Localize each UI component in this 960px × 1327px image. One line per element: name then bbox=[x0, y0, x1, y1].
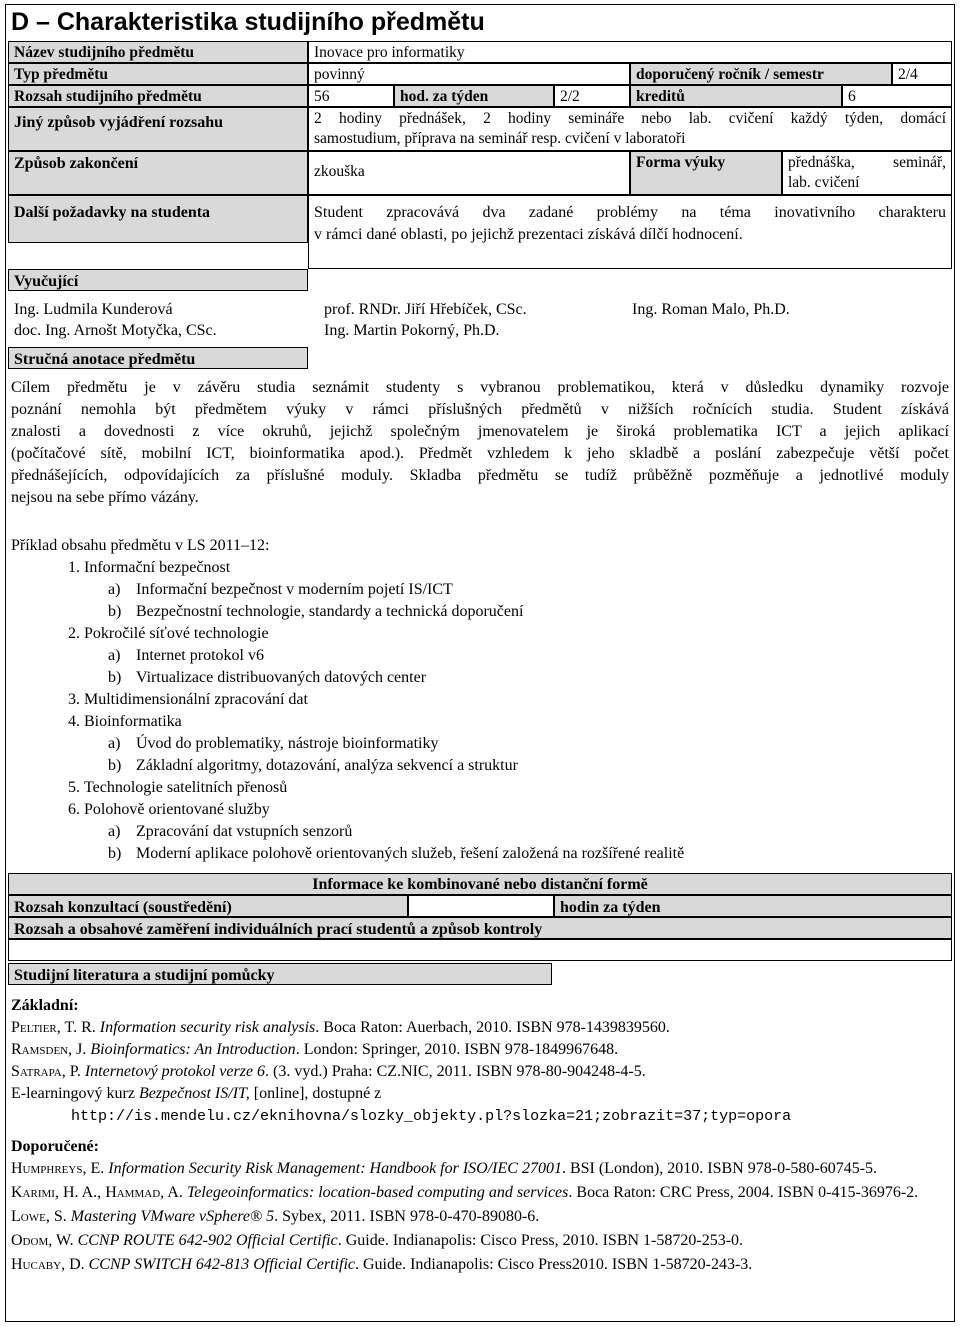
outline-subitem bbox=[46, 755, 684, 777]
ref-title: Mastering VMware vSphere® 5 bbox=[70, 1208, 275, 1225]
outline-number: 3. bbox=[68, 691, 80, 708]
requirements-label: Další požadavky na studenta bbox=[8, 195, 308, 243]
course-outline bbox=[46, 557, 684, 865]
form-value-line2: lab. cvičení bbox=[788, 174, 860, 191]
ref-tail: . Guide. Indianapolis: Cisco Press, 2010. ISBN 1-58720-253-0. bbox=[337, 1232, 744, 1249]
elearning-url[interactable]: http://is.mendelu.cz/eknihovna/slozky_objekty.pl?slozka=21;zobrazit=37;typ=opora bbox=[71, 1108, 792, 1125]
outline-item bbox=[46, 799, 684, 821]
ref-author: Humphreys bbox=[11, 1160, 83, 1177]
completion-label: Způsob zakončení bbox=[8, 151, 308, 195]
ref-author-rest: , D. bbox=[61, 1256, 89, 1273]
recommended-label: Doporučené: bbox=[11, 1138, 99, 1155]
annotation-text bbox=[11, 377, 949, 509]
completion-value: zkouška bbox=[308, 151, 630, 195]
form-value bbox=[782, 151, 952, 195]
outline-subletter: a) bbox=[108, 647, 121, 664]
requirements-line1: Student zpracovává dva zadané problémy na téma inovativního charakteru bbox=[314, 204, 946, 221]
ref-title: CCNP ROUTE 642-902 Official Certific bbox=[77, 1232, 338, 1249]
individual-work-value bbox=[8, 939, 952, 961]
ref-author2: Hammad bbox=[105, 1184, 161, 1201]
ref-author2-rest: , A. bbox=[160, 1184, 187, 1201]
outline-text: Polohově orientované služby bbox=[84, 801, 270, 818]
ref-author-rest: , S. bbox=[45, 1208, 71, 1225]
reference-item bbox=[11, 1158, 949, 1180]
annotation-line: poznání nemohla být předmětem výuky v rámci příslušných předmětů v nižších ročnících studia. Student získává bbox=[11, 401, 949, 418]
outline-subletter: a) bbox=[108, 823, 121, 840]
ref-tail: . BSI (London), 2010. ISBN 978-0-580-60745-5. bbox=[561, 1160, 878, 1177]
outline-number: 2. bbox=[68, 625, 80, 642]
outline-text: Pokročilé síťové technologie bbox=[84, 625, 269, 642]
outline-subletter: b) bbox=[108, 845, 122, 862]
outline-subitem bbox=[46, 601, 684, 623]
teacher-name: prof. RNDr. Jiří Hřebíček, CSc. bbox=[324, 301, 527, 318]
ref-author-rest: , T. R. bbox=[56, 1019, 100, 1036]
ref-author-rest: , W. bbox=[48, 1232, 78, 1249]
ref-author-rest: , J. bbox=[68, 1041, 91, 1058]
ref-author: Hucaby bbox=[11, 1256, 62, 1273]
outline-item bbox=[46, 557, 684, 579]
reference-item bbox=[11, 1039, 949, 1061]
section-title: D – Charakteristika studijního předmětu bbox=[11, 8, 485, 36]
annotation-line: nejsou na sebe přímo vázány. bbox=[11, 489, 199, 506]
outline-subtext: Úvod do problematiky, nástroje bioinformatiky bbox=[136, 735, 439, 752]
reference-item bbox=[11, 1230, 949, 1252]
ref-title: Internetový protokol verze 6 bbox=[84, 1063, 266, 1080]
outline-subtext: Bezpečnostní technologie, standardy a technická doporučení bbox=[136, 603, 524, 620]
ref-tail: . Sybex, 2011. ISBN 978-0-470-89080-6. bbox=[274, 1208, 540, 1225]
ref-title: Information security risk analysis bbox=[99, 1019, 316, 1036]
ref-author-rest: , E. bbox=[82, 1160, 109, 1177]
reference-item bbox=[11, 1017, 949, 1039]
hours-label: hod. za týden bbox=[394, 85, 554, 107]
basic-label: Základní: bbox=[11, 997, 79, 1014]
consult-unit: hodin za týden bbox=[554, 895, 952, 917]
outline-subtext: Zpracování dat vstupních senzorů bbox=[136, 823, 353, 840]
annotation-line: přednášejících, odpovídajících za příslušné moduly. Skladba předmětu se tudíž průběžně pozměňuje a jednotlivé moduly bbox=[11, 467, 949, 484]
ref-title: Information Security Risk Management: Handbook for ISO/IEC 27001 bbox=[108, 1160, 562, 1177]
ref-author: Ramsden bbox=[11, 1041, 69, 1058]
outline-subletter: a) bbox=[108, 581, 121, 598]
credits-value: 6 bbox=[842, 85, 952, 107]
ref-author-rest: , H. A., bbox=[54, 1184, 106, 1201]
outline-subtext: Základní algoritmy, dotazování, analýza sekvencí a struktur bbox=[136, 757, 518, 774]
teacher-name: Ing. Roman Malo, Ph.D. bbox=[632, 301, 790, 318]
outline-subitem bbox=[46, 843, 684, 865]
credits-label: kreditů bbox=[630, 85, 842, 107]
ref-title: Telegeoinformatics: location-based computing and services bbox=[186, 1184, 569, 1201]
teacher-name: Ing. Martin Pokorný, Ph.D. bbox=[324, 322, 500, 339]
outline-text: Multidimensionální zpracování dat bbox=[84, 691, 308, 708]
reference-item bbox=[11, 1182, 949, 1204]
outline-number: 1. bbox=[68, 559, 80, 576]
elearning-post: [online], dostupné z bbox=[249, 1085, 382, 1102]
teachers-label: Vyučující bbox=[8, 269, 308, 291]
elearning-pre: E-learningový kurz bbox=[11, 1085, 139, 1102]
ref-author: Satrapa bbox=[11, 1063, 62, 1080]
ref-author: Lowe bbox=[11, 1208, 46, 1225]
form-label: Forma výuky bbox=[630, 151, 782, 195]
form-value-line1: přednáška, seminář, bbox=[788, 154, 946, 171]
annotation-line: (počítačové sítě, mobilní ICT, bioinformatika apod.). Předmět vzhledem k jeho skladbě a poslání zabezpečuje větší počet bbox=[11, 445, 949, 462]
outline-subtext: Virtualizace distribuovaných datových center bbox=[136, 669, 427, 686]
ref-author: Odom bbox=[11, 1232, 49, 1249]
name-value: Inovace pro informatiky bbox=[308, 41, 952, 63]
requirements-line2: v rámci dané oblasti, po jejichž prezentaci získává dílčí hodnocení. bbox=[314, 226, 743, 243]
ref-tail: . London: Springer, 2010. ISBN 978-1849967648. bbox=[295, 1041, 619, 1058]
individual-work-label: Rozsah a obsahové zaměření individuálních prací studentů a způsob kontroly bbox=[8, 917, 952, 939]
outline-number: 6. bbox=[68, 801, 80, 818]
outline-subitem bbox=[46, 645, 684, 667]
requirements-value bbox=[308, 195, 952, 269]
reference-item bbox=[11, 1206, 949, 1228]
ref-title: Bioinformatics: An Introduction bbox=[90, 1041, 296, 1058]
outline-text: Informační bezpečnost bbox=[84, 559, 231, 576]
literature-list bbox=[11, 995, 949, 1278]
ref-author: Karimi bbox=[11, 1184, 55, 1201]
outline-text: Technologie satelitních přenosů bbox=[84, 779, 288, 796]
type-value: povinný bbox=[308, 63, 630, 85]
outline-item bbox=[46, 711, 684, 733]
outline-subitem bbox=[46, 733, 684, 755]
elearning-title: Bezpečnost IS/IT, bbox=[138, 1085, 250, 1102]
ref-tail: . Boca Raton: CRC Press, 2004. ISBN 0-415-36976-2. bbox=[568, 1184, 919, 1201]
other-label: Jiný způsob vyjádření rozsahu bbox=[8, 107, 308, 151]
outline-text: Bioinformatika bbox=[84, 713, 182, 730]
outline-item bbox=[46, 777, 684, 799]
outline-subletter: b) bbox=[108, 757, 122, 774]
year-value: 2/4 bbox=[892, 63, 952, 85]
ref-author: Peltier bbox=[11, 1019, 57, 1036]
annotation-line: Cílem předmětu je v závěru studia seznámit studenty s vybranou problematikou, která v důsledku dynamiky rozvoje bbox=[11, 379, 949, 396]
ref-tail: . Guide. Indianapolis: Cisco Press2010. ISBN 1-58720-243-3. bbox=[355, 1256, 753, 1273]
reference-item bbox=[11, 1061, 949, 1083]
ref-tail: . (3. vyd.) Praha: CZ.NIC, 2011. ISBN 978-80-904248-4-5. bbox=[265, 1063, 646, 1080]
name-label: Název studijního předmětu bbox=[8, 41, 308, 63]
teacher-name: Ing. Ludmila Kunderová bbox=[14, 301, 173, 318]
outline-subletter: b) bbox=[108, 603, 122, 620]
outline-subtext: Moderní aplikace polohově orientovaných služeb, řešení založená na rozšířené realitě bbox=[136, 845, 685, 862]
ref-author-rest: , P. bbox=[61, 1063, 85, 1080]
outline-number: 4. bbox=[68, 713, 80, 730]
other-value-line2: samostudium, příprava na seminář resp. cvičení v laboratoři bbox=[314, 130, 686, 147]
outline-subitem bbox=[46, 579, 684, 601]
elearning-ref bbox=[11, 1083, 949, 1105]
type-label: Typ předmětu bbox=[8, 63, 308, 85]
scope-value: 56 bbox=[308, 85, 394, 107]
outline-subletter: a) bbox=[108, 735, 121, 752]
scope-label: Rozsah studijního předmětu bbox=[8, 85, 308, 107]
annotation-label: Stručná anotace předmětu bbox=[8, 347, 308, 369]
distance-header: Informace ke kombinované nebo distanční formě bbox=[8, 873, 952, 895]
outline-item bbox=[46, 623, 684, 645]
consult-label: Rozsah konzultací (soustředění) bbox=[8, 895, 408, 917]
example-title: Příklad obsahu předmětu v LS 2011–12: bbox=[11, 537, 270, 554]
other-value-line1: 2 hodiny přednášek, 2 hodiny semináře nebo lab. cvičení každý týden, domácí bbox=[314, 110, 946, 127]
year-label: doporučený ročník / semestr bbox=[630, 63, 892, 85]
hours-value: 2/2 bbox=[554, 85, 630, 107]
outline-number: 5. bbox=[68, 779, 80, 796]
consult-value bbox=[408, 895, 554, 917]
annotation-line: znalosti a dovednosti z více okruhů, jejichž společným jmenovatelem je široká problematika ICT a jejich aplikací bbox=[11, 423, 949, 440]
literature-label: Studijní literatura a studijní pomůcky bbox=[8, 963, 552, 985]
outline-subtext: Informační bezpečnost v moderním pojetí IS/ICT bbox=[136, 581, 453, 598]
ref-title: CCNP SWITCH 642-813 Official Certific bbox=[88, 1256, 355, 1273]
teacher-name: doc. Ing. Arnošt Motyčka, CSc. bbox=[14, 322, 217, 339]
outline-subitem bbox=[46, 821, 684, 843]
outline-subletter: b) bbox=[108, 669, 122, 686]
outline-item bbox=[46, 689, 684, 711]
course-sheet bbox=[5, 4, 955, 1322]
outline-subtext: Internet protokol v6 bbox=[136, 647, 264, 664]
ref-tail: . Boca Raton: Auerbach, 2010. ISBN 978-1439839560. bbox=[315, 1019, 670, 1036]
other-value bbox=[308, 107, 952, 151]
outline-subitem bbox=[46, 667, 684, 689]
reference-item bbox=[11, 1254, 949, 1276]
